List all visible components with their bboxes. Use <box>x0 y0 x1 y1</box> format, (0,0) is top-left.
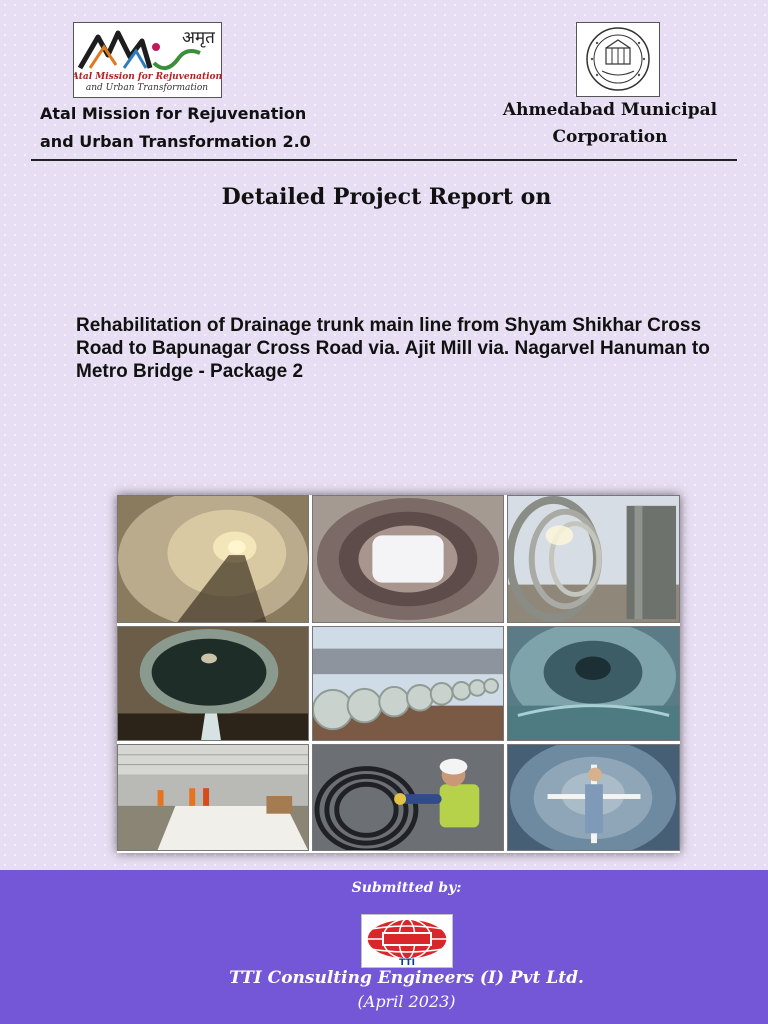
tti-globe-icon <box>362 915 452 967</box>
amc-seal-graphic <box>577 23 659 96</box>
amrut-mission-title <box>40 100 340 156</box>
pipe-rings-photo <box>507 495 680 623</box>
amrut-title-line-2: and Urban Transformation 2.0 <box>40 132 311 151</box>
amrut-logo-caption-2: and Urban Transformation <box>85 83 209 93</box>
amrut-hindi-text: अमृत <box>182 28 215 48</box>
amc-seal-logo <box>576 22 660 97</box>
company-name: TTI Consulting Engineers (I) Pvt Ltd. <box>229 968 584 988</box>
submitted-by-label: Submitted by: <box>351 880 462 896</box>
photo-collage <box>117 495 680 853</box>
amrut-title-line-1: Atal Mission for Rejuvenation <box>40 104 307 123</box>
amrut-logo-graphic <box>74 23 221 97</box>
pipe-opening-photo <box>312 495 504 623</box>
amc-title <box>470 97 750 151</box>
worker-cable-photo <box>312 744 504 851</box>
water-pipe-photo <box>507 626 680 741</box>
tti-logo <box>361 914 453 968</box>
warehouse-photo <box>117 744 309 851</box>
amc-title-line-2: Corporation <box>552 127 668 147</box>
manhole-photo <box>117 626 309 741</box>
header-divider <box>31 159 737 161</box>
amrut-logo-caption-1: Atal Mission for Rejuvenation <box>74 72 221 82</box>
project-title: Rehabilitation of Drainage trunk main line from Shyam Shikhar Cross Road to Bapunagar Cross Road via. Ajit Mill via. Nagarvel Hanuman to Metro Bridge - Package 2 <box>76 315 710 382</box>
amrut-logo <box>73 22 222 98</box>
pipe-stack-photo <box>312 626 504 741</box>
report-date: (April 2023) <box>357 992 456 1011</box>
tti-logo-text: TTI <box>399 958 415 967</box>
amc-title-line-1: Ahmedabad Municipal <box>502 100 718 120</box>
report-heading: Detailed Project Report on <box>221 184 552 210</box>
pipe-inspection-photo <box>507 744 680 851</box>
pipe-interior-photo <box>117 495 309 623</box>
